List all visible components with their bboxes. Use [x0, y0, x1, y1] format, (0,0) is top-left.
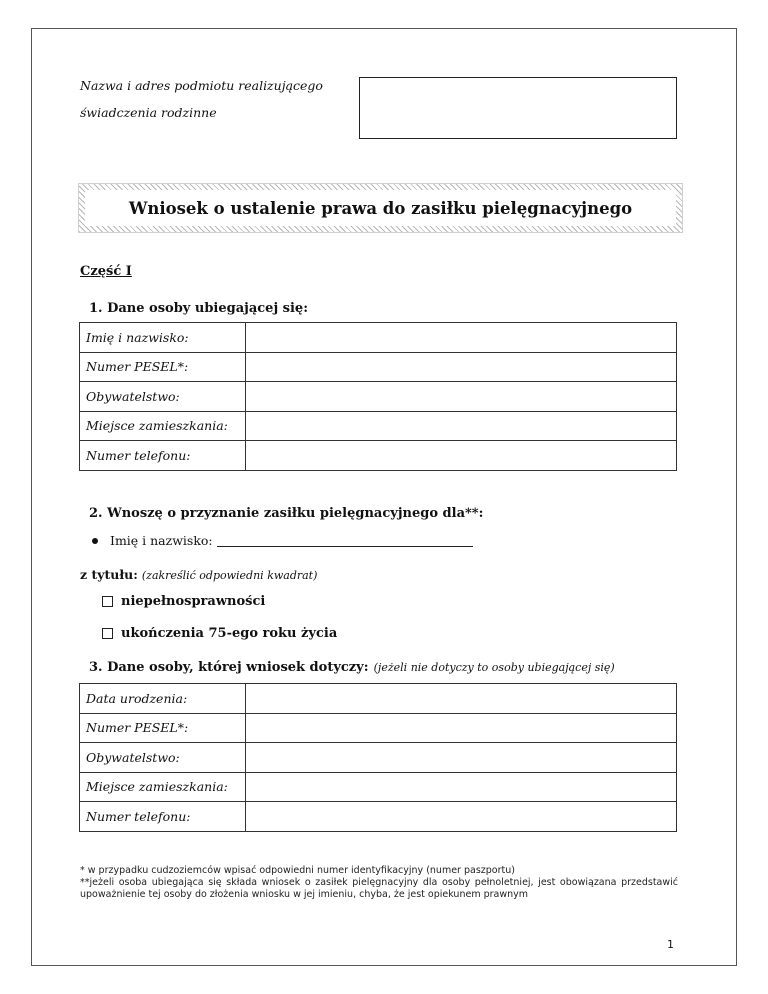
- bullet-name-label: Imię i nazwisko:: [110, 533, 213, 548]
- applicant-pesel-label: Numer PESEL*:: [80, 352, 246, 382]
- table-row: [80, 772, 677, 802]
- option-disability-label: niepełnosprawności: [121, 594, 266, 609]
- table-row: [80, 441, 677, 471]
- bullet-icon: [92, 538, 98, 544]
- subject-pesel-field[interactable]: [245, 713, 676, 743]
- section3-title: 3. Dane osoby, której wniosek dotyczy:: [89, 660, 369, 675]
- option-age[interactable]: [102, 626, 337, 641]
- checkbox-disability[interactable]: [102, 596, 113, 607]
- subject-phone-field[interactable]: [245, 802, 676, 832]
- subject-table: [79, 683, 677, 832]
- table-row: [80, 802, 677, 832]
- bullet-name-line: [92, 533, 473, 548]
- table-row: [80, 684, 677, 714]
- table-row: [80, 743, 677, 773]
- applicant-table: [79, 322, 677, 471]
- reason-hint: (zakreślić odpowiedni kwadrat): [141, 569, 318, 582]
- section3-header: [89, 656, 615, 675]
- applicant-phone-field[interactable]: [245, 441, 676, 471]
- applicant-citizenship-label: Obywatelstwo:: [80, 382, 246, 412]
- subject-pesel-label: Numer PESEL*:: [80, 713, 246, 743]
- subject-birthdate-label: Data urodzenia:: [80, 684, 246, 714]
- subject-phone-label: Numer telefonu:: [80, 802, 246, 832]
- applicant-citizenship-field[interactable]: [245, 382, 676, 412]
- option-age-label: ukończenia 75-ego roku życia: [121, 626, 338, 641]
- applicant-residence-label: Miejsce zamieszkania:: [80, 411, 246, 441]
- subject-citizenship-field[interactable]: [245, 743, 676, 773]
- part-title: Część I: [80, 264, 132, 279]
- applicant-phone-label: Numer telefonu:: [80, 441, 246, 471]
- subject-birthdate-field[interactable]: [245, 684, 676, 714]
- entity-label-line2: świadczenia rodzinne: [80, 105, 217, 120]
- subject-citizenship-label: Obywatelstwo:: [80, 743, 246, 773]
- subject-residence-field[interactable]: [245, 772, 676, 802]
- footnote-2: **jeżeli osoba ubiegająca się składa wniosek o zasiłek pielęgnacyjny dla osoby pełnoletniej, jest obowiązana przedstawić upoważnienie tej osoby do złożenia wniosku w jej imieniu, chyba, że jest opiekunem prawnym: [80, 877, 678, 900]
- entity-address-field[interactable]: [359, 77, 677, 139]
- checkbox-age[interactable]: [102, 628, 113, 639]
- entity-label: [80, 72, 340, 126]
- table-row: [80, 411, 677, 441]
- section3-hint: (jeżeli nie dotyczy to osoby ubiegającej się): [373, 661, 615, 674]
- option-disability[interactable]: [102, 594, 265, 609]
- section1-title: 1. Dane osoby ubiegającej się:: [89, 301, 309, 316]
- applicant-pesel-field[interactable]: [245, 352, 676, 382]
- entity-label-line1: Nazwa i adres podmiotu realizującego: [80, 78, 323, 93]
- table-row: [80, 382, 677, 412]
- name-blank-field[interactable]: [217, 534, 473, 547]
- reason-line: [80, 567, 317, 582]
- applicant-name-field[interactable]: [245, 323, 676, 353]
- applicant-name-label: Imię i nazwisko:: [80, 323, 246, 353]
- reason-label: z tytułu:: [80, 567, 138, 582]
- section2-title: 2. Wnoszę o przyznanie zasiłku pielęgnacyjnego dla**:: [89, 506, 484, 521]
- table-row: [80, 713, 677, 743]
- form-title: Wniosek o ustalenie prawa do zasiłku pielęgnacyjnego: [128, 198, 633, 218]
- footnote-1: * w przypadku cudzoziemców wpisać odpowiedni numer identyfikacyjny (numer paszportu): [80, 865, 515, 876]
- page-number: 1: [667, 938, 674, 951]
- applicant-residence-field[interactable]: [245, 411, 676, 441]
- table-row: [80, 352, 677, 382]
- subject-residence-label: Miejsce zamieszkania:: [80, 772, 246, 802]
- footnotes: [80, 865, 678, 901]
- title-banner: [79, 184, 682, 232]
- table-row: [80, 323, 677, 353]
